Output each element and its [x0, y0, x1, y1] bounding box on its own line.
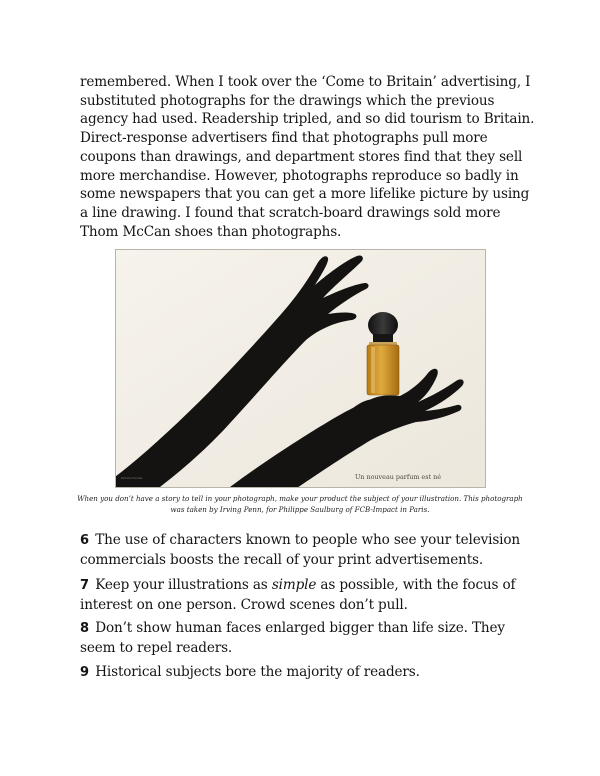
hands-and-bottle-illustration — [116, 250, 485, 487]
figure-caption: When you don’t have a story to tell in your photograph, make your product the subject of your illustration. This photograph was taken by Irving Penn, for Philippe Saulburg of FCB-Impact in Paris. — [77, 494, 523, 514]
perfume-ad-photograph — [115, 249, 486, 488]
point-number: 7 — [80, 578, 90, 593]
photo-credit-microtext: Parfums Hermès — [121, 477, 143, 480]
point-8 — [80, 619, 540, 657]
point-emphasis: simple — [271, 577, 317, 593]
perfume-bottle — [367, 312, 399, 395]
body-paragraph: remembered. When I took over the ‘Come to Britain’ advertising, I substituted photographs for the drawings which the previous agency had used. Readership tripled, and so did tourism to Britain. Direct-response advertisers find that photographs pull more coupons than drawings, and department stores find that they sell more merchandise. However, photographs reproduce so badly in some newspapers that you can get a more lifelike picture by using a line drawing. I found that scratch-board drawings sold more Thom McCan shoes than photographs. — [80, 74, 535, 240]
ad-tagline: Un nouveau parfum est né — [354, 473, 441, 481]
point-text: Historical subjects bore the majority of readers. — [95, 664, 420, 680]
point-number: 9 — [80, 665, 90, 680]
point-text-after: as possible, with the focus of interest on one person. Crowd scenes don’t pull. — [80, 577, 516, 613]
point-number: 8 — [80, 621, 90, 636]
point-text-before: Keep your illustrations as — [95, 577, 272, 593]
point-7 — [80, 576, 540, 614]
point-text: The use of characters known to people who see your television commercials boosts the recall of your print advertisements. — [80, 532, 520, 568]
point-number: 6 — [80, 533, 90, 548]
point-9 — [80, 663, 540, 683]
point-6 — [80, 531, 540, 569]
point-text: Don’t show human faces enlarged bigger than life size. They seem to repel readers. — [80, 620, 505, 656]
